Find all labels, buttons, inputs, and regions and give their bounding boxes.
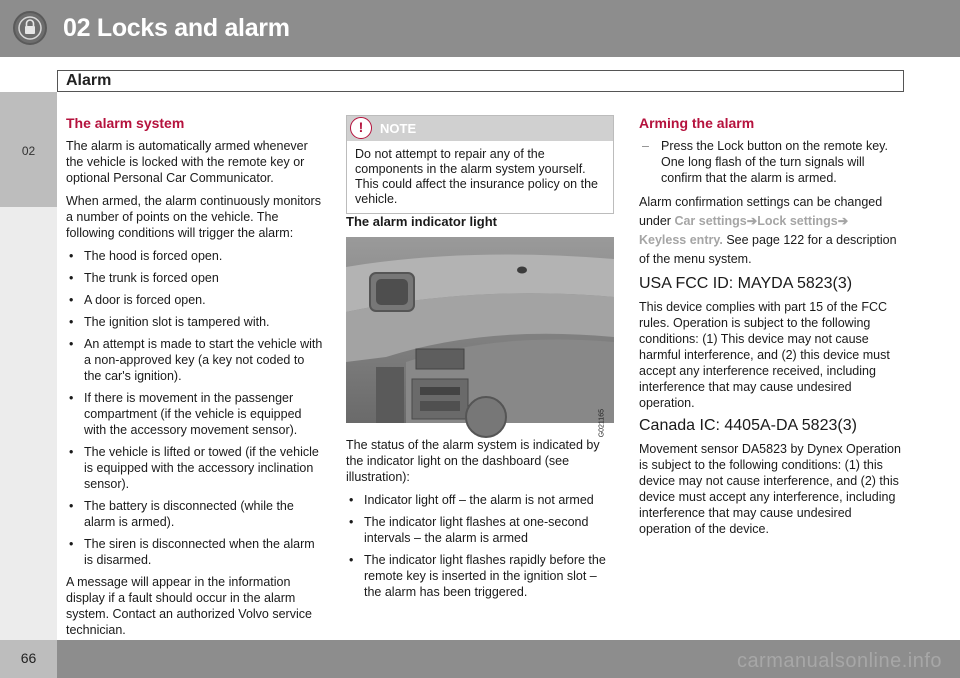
list-item: • The siren is disconnected when the alarm is disarmed. — [66, 536, 324, 568]
dashboard-illustration-graphic — [346, 237, 614, 423]
usa-fcc-heading: USA FCC ID: MAYDA 5823(3) — [639, 275, 853, 292]
dashboard-indicator-illustration — [346, 237, 614, 438]
note-text: Do not attempt to repair any of the components in the alarm system yourself. This could affect the insurance policy on the vehicle. — [355, 147, 598, 206]
page-footer — [0, 640, 960, 678]
confirmation-settings-text — [639, 193, 907, 269]
settings-text-prefix: Alarm confirmation settings can be changed under — [639, 195, 883, 228]
exclamation-icon: ! — [350, 117, 372, 139]
list-item: • The indicator light flashes at one-second intervals – the alarm is armed — [346, 514, 614, 546]
page-number: 66 — [20, 650, 37, 666]
section-bar — [57, 70, 904, 92]
arming-steps — [639, 138, 907, 186]
chapter-header — [0, 0, 960, 57]
list-item: • The hood is forced open. — [66, 248, 324, 264]
usa-fcc-text: This device complies with part 15 of the FCC rules. Operation is subject to the following conditions: (1) This device may not cause harmful interference, and (2) this device must accept any interference received, including interference that may cause undesired operation. — [639, 300, 890, 410]
alarm-system-intro: The alarm is automatically armed whenever the vehicle is locked with the remote key or optional Personal Car Communicator. — [66, 139, 308, 185]
lock-alarm-icon — [13, 11, 47, 45]
column-2 — [346, 115, 614, 606]
menu-car-settings: Car settings — [674, 214, 747, 228]
menu-keyless-entry: Keyless entry. — [639, 233, 723, 247]
list-item: • An attempt is made to start the vehicle with a non-approved key (a key not coded to the car's ignition). — [66, 336, 324, 384]
note-header — [347, 116, 613, 141]
alarm-system-heading: The alarm system — [66, 115, 185, 131]
note-label: NOTE — [380, 121, 417, 136]
arrow-right-icon: ➔ — [746, 214, 758, 228]
list-item: • Indicator light off – the alarm is not armed — [346, 492, 614, 508]
list-item: • The battery is disconnected (while the alarm is armed). — [66, 498, 324, 530]
fault-message-text: A message will appear in the information display if a fault should occur in the alarm system. Contact an authorized Volvo service technician. — [66, 575, 312, 637]
note-box — [346, 115, 614, 214]
watermark: carmanualsonline.info — [736, 650, 942, 672]
side-tab-label: 02 — [21, 144, 36, 158]
arming-step: – Press the Lock button on the remote key. One long flash of the turn signals will confirm that the alarm is armed. — [639, 138, 907, 186]
list-item: • The indicator light flashes rapidly before the remote key is inserted in the ignition slot – the alarm has been triggered. — [346, 552, 614, 600]
indicator-light-heading: The alarm indicator light — [346, 214, 497, 229]
alarm-system-conditions-intro: When armed, the alarm continuously monitors a number of points on the vehicle. The following conditions will trigger the alarm: — [66, 194, 321, 240]
menu-lock-settings: Lock settings — [757, 214, 838, 228]
list-item: • The vehicle is lifted or towed (if the vehicle is equipped with the accessory inclination sensor). — [66, 444, 324, 492]
illustration-code: G021165 — [598, 409, 605, 438]
settings-text-suffix: See page 122 for a description of the menu system. — [639, 233, 897, 266]
chapter-title: 02 Locks and alarm — [63, 14, 290, 42]
list-item: • If there is movement in the passenger compartment (if the vehicle is equipped with the accessory movement sensor). — [66, 390, 324, 438]
indicator-status-intro: The status of the alarm system is indicated by the indicator light on the dashboard (see illustration): — [346, 438, 600, 484]
side-strip — [0, 207, 57, 640]
list-item: • A door is forced open. — [66, 292, 324, 308]
chapter-side-tab — [0, 92, 57, 207]
section-title: Alarm — [66, 72, 112, 89]
trigger-conditions-list — [66, 248, 324, 568]
arming-alarm-heading: Arming the alarm — [639, 115, 755, 131]
indicator-status-list — [346, 492, 614, 600]
arrow-right-icon: ➔ — [837, 214, 849, 228]
footer-tab — [0, 640, 57, 678]
list-item: • The ignition slot is tampered with. — [66, 314, 324, 330]
column-1 — [66, 115, 324, 645]
canada-ic-text: Movement sensor DA5823 by Dynex Operation is subject to the following conditions: (1) this device may not cause interference, and (2) this device must accept any interference, including interference that may cause undesired operation of the device. — [639, 442, 901, 536]
column-3 — [639, 115, 907, 544]
canada-ic-heading: Canada IC: 4405A-DA 5823(3) — [639, 417, 857, 434]
list-item: • The trunk is forced open — [66, 270, 324, 286]
